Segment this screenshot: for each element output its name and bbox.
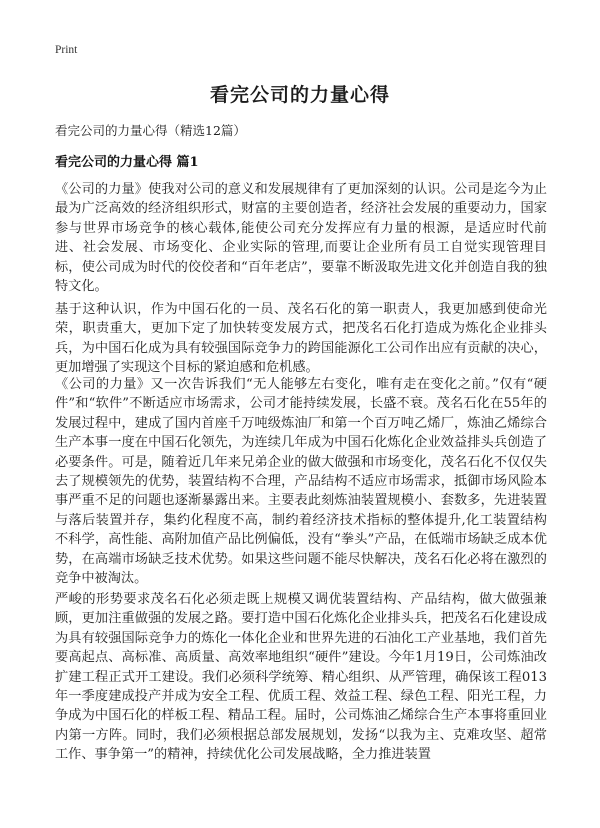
- page-title: 看完公司的力量心得: [209, 84, 390, 106]
- section-heading: 看完公司的力量心得 篇1: [55, 155, 199, 170]
- paragraph-3: 《公司的力量》又一次告诉我们“无人能够左右变化，唯有走在变化之前。”仅有“硬件”和“软件”不断适应市场需求，公司才能持续发展，长盛不衰。茂名石化在55年的发展过程中，建成了国内首座千万吨级炼油厂和第一个百万吨乙烯厂，炼油乙烯综合生产本事一度在中国石化领先，为连续几年成为中国石化炼化企业效益排头兵创造了必要条件。可是，随着近几年来兄弟企业的做大做强和市场变化，茂名石化不仅仅失去了规模领先的优势，装置结构不合理，产品结构不适应市场需求，抵御市场风险本事严重不足的问题也逐渐暴露出来。主要表此刻炼油装置规模小、套数多，先进装置与落后装置并存，集约化程度不高，制约着经济技术指标的整体提升,化工装置结构不科学，高性能、高附加值产品比例偏低，没有“拳头”产品，在低端市场缺乏成本优势，在高端市场缺乏技术优势。如果这些问题不能尽快解决，茂名石化必将在激烈的竞争中被淘汰。: [55, 377, 547, 587]
- document-subtitle: 看完公司的力量心得（精选12篇）: [55, 123, 246, 138]
- paragraph-4: 严峻的形势要求茂名石化必须走既上规模又调优装置结构、产品结构，做大做强兼顾，更加注重做强的发展之路。要打造中国石化炼化企业排头兵，把茂名石化建设成为具有较强国际竞争力的炼化一体化企业和世界先进的石油化工产业基地，我们首先要高起点、高标准、高质量、高效率地组织“硬件”建设。今年1月19日，公司炼油改扩建工程正式开工建设。我们必须科学统筹、精心组织、从严管理，确保该工程013年一季度建成投产并成为安全工程、优质工程、效益工程、绿色工程、阳光工程，力争成为中国石化的样板工程、精品工程。届时，公司炼油乙烯综合生产本事将重回业内第一方阵。同时，我们必须根据总部发展规划，发扬“以我为主、克难攻坚、超常工作、事争第一”的精神，持续优化公司发展战略，全力推进装置: [55, 592, 547, 763]
- paragraph-2: 基于这种认识，作为中国石化的一员、茂名石化的第一职责人，我更加感到使命光荣，职责重大，更加下定了加快转变发展方式，把茂名石化打造成为炼化企业排头兵，为中国石化成为具有较强国际竞争力的跨国能源化工公司作出应有贡献的决心，更加增强了实现这个目标的紧迫感和危机感。: [55, 302, 547, 376]
- paragraph-1: 《公司的力量》使我对公司的意义和发展规律有了更加深刻的认识。公司是迄今为止最为广泛高效的经济组织形式，财富的主要创造者，经济社会发展的重要动力，国家参与世界市场竞争的核心载体,能使公司充分发挥应有力量的根源，是适应时代前进、社会发展、市场变化、企业实际的管理,而要让企业所有员工自觉实现管理目标，使公司成为时代的佼佼者和“百年老店”，要靠不断汲取先进文化并创造自我的独特文化。: [55, 182, 547, 295]
- print-link[interactable]: Print: [55, 44, 78, 56]
